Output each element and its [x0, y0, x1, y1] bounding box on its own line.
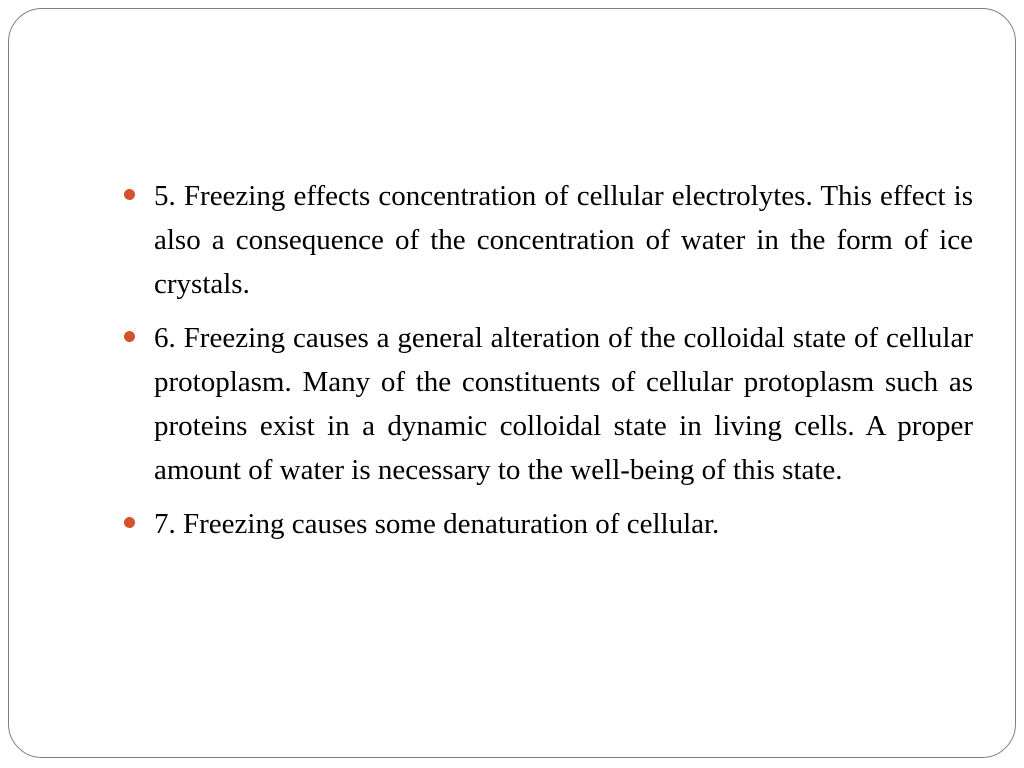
- bullet-item-5: [117, 174, 973, 306]
- bullet-text: 5. Freezing effects concentration of cellular electrolytes. This effect is also a consequence of the concentration of water in the form of ice crystals.: [154, 180, 973, 300]
- bullet-text: 6. Freezing causes a general alteration of the colloidal state of cellular protoplasm. Many of the constituents of cellular protoplasm such as proteins exist in a dynamic colloidal state in living cells. A proper amount of water is necessary to the well-being of this state.: [154, 322, 973, 486]
- bullet-item-7: [117, 502, 973, 546]
- bullet-item-6: [117, 316, 973, 492]
- bullet-dot-icon: [124, 517, 135, 528]
- bullet-dot-icon: [124, 189, 135, 200]
- bullet-list: [117, 174, 973, 556]
- bullet-dot-icon: [124, 331, 135, 342]
- slide-frame: [8, 8, 1016, 758]
- bullet-text: 7. Freezing causes some denaturation of cellular.: [154, 508, 720, 540]
